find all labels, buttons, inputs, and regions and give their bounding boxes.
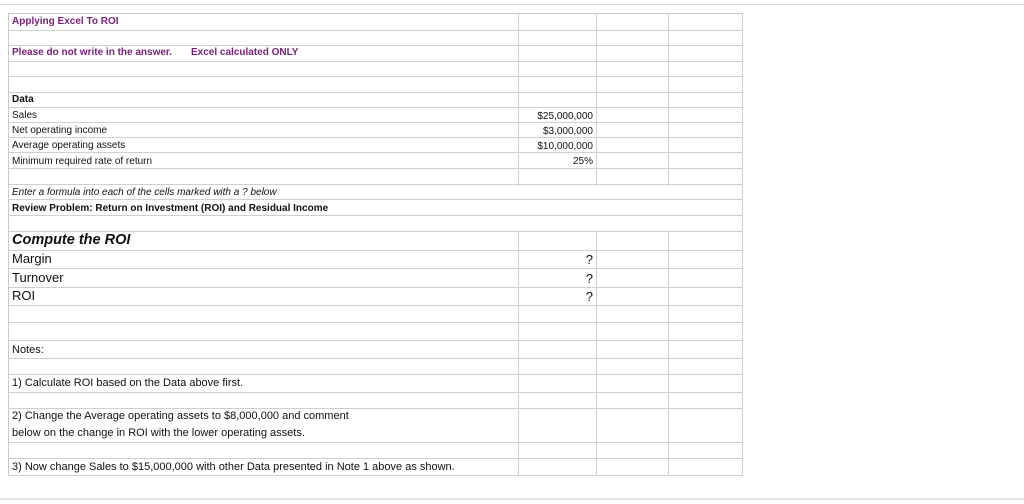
grid-column-line <box>742 14 743 476</box>
data-heading[interactable]: Data <box>12 94 34 105</box>
note-3[interactable]: 3) Now change Sales to $15,000,000 with other Data presented in Note 1 above as shown. <box>12 461 455 473</box>
compute-value-turnover[interactable]: ? <box>585 271 593 286</box>
grid-row <box>9 442 743 459</box>
note-2-line-2[interactable]: below on the change in ROI with the lower operating assets. <box>12 427 305 439</box>
data-label-average-operating-assets[interactable]: Average operating assets <box>12 140 126 151</box>
grid-row <box>9 340 743 359</box>
compute-value-margin[interactable]: ? <box>585 252 593 267</box>
spreadsheet-grid <box>8 13 743 476</box>
notes-heading[interactable]: Notes: <box>12 344 44 356</box>
instruction-text[interactable]: Please do not write in the answer. <box>12 47 173 58</box>
grid-row <box>9 392 743 409</box>
compute-roi-heading[interactable]: Compute the ROI <box>12 232 131 248</box>
grid-row <box>9 14 743 31</box>
data-value-min-rate-of-return[interactable]: 25% <box>572 156 593 167</box>
data-value-net-operating-income[interactable]: $3,000,000 <box>542 126 593 137</box>
data-value-average-operating-assets[interactable]: $10,000,000 <box>537 141 593 152</box>
window-top-border <box>0 4 1024 5</box>
grid-row <box>9 215 743 232</box>
note-1[interactable]: 1) Calculate ROI based on the Data above first. <box>12 377 244 389</box>
data-value-sales[interactable]: $25,000,000 <box>537 111 593 122</box>
review-problem-title[interactable]: Review Problem: Return on Investment (ROI) and Residual Income <box>12 203 329 214</box>
grid-column-line <box>668 231 669 476</box>
grid-column-line <box>518 231 519 476</box>
compute-value-roi[interactable]: ? <box>585 289 593 304</box>
grid-column-line <box>518 14 519 186</box>
grid-row <box>9 168 743 185</box>
data-label-net-operating-income[interactable]: Net operating income <box>12 125 108 136</box>
compute-label-roi[interactable]: ROI <box>12 288 36 303</box>
grid-row <box>9 358 743 375</box>
grid-row <box>9 122 743 138</box>
grid-row <box>9 322 743 341</box>
grid-row <box>9 268 743 288</box>
grid-column-line <box>596 14 597 186</box>
grid-row <box>9 76 743 93</box>
window-bottom-border <box>0 498 1024 500</box>
data-label-min-rate-of-return[interactable]: Minimum required rate of return <box>12 156 153 167</box>
formula-instruction[interactable]: Enter a formula into each of the cells marked with a ? below <box>12 187 277 198</box>
note-2-line-1[interactable]: 2) Change the Average operating assets to $8,000,000 and comment <box>12 410 349 422</box>
grid-row <box>9 61 743 77</box>
data-label-sales[interactable]: Sales <box>12 110 38 121</box>
grid-row <box>9 92 743 108</box>
grid-column-line <box>596 231 597 476</box>
grid-row <box>9 30 743 46</box>
grid-row <box>9 107 743 123</box>
grid-row <box>9 305 743 323</box>
compute-label-turnover[interactable]: Turnover <box>12 270 64 285</box>
grid-row <box>9 287 743 306</box>
compute-label-margin[interactable]: Margin <box>12 251 52 266</box>
sheet-title[interactable]: Applying Excel To ROI <box>12 16 119 27</box>
grid-column-line <box>668 14 669 186</box>
instruction-text[interactable]: Excel calculated ONLY <box>191 47 299 58</box>
grid-row <box>9 250 743 269</box>
